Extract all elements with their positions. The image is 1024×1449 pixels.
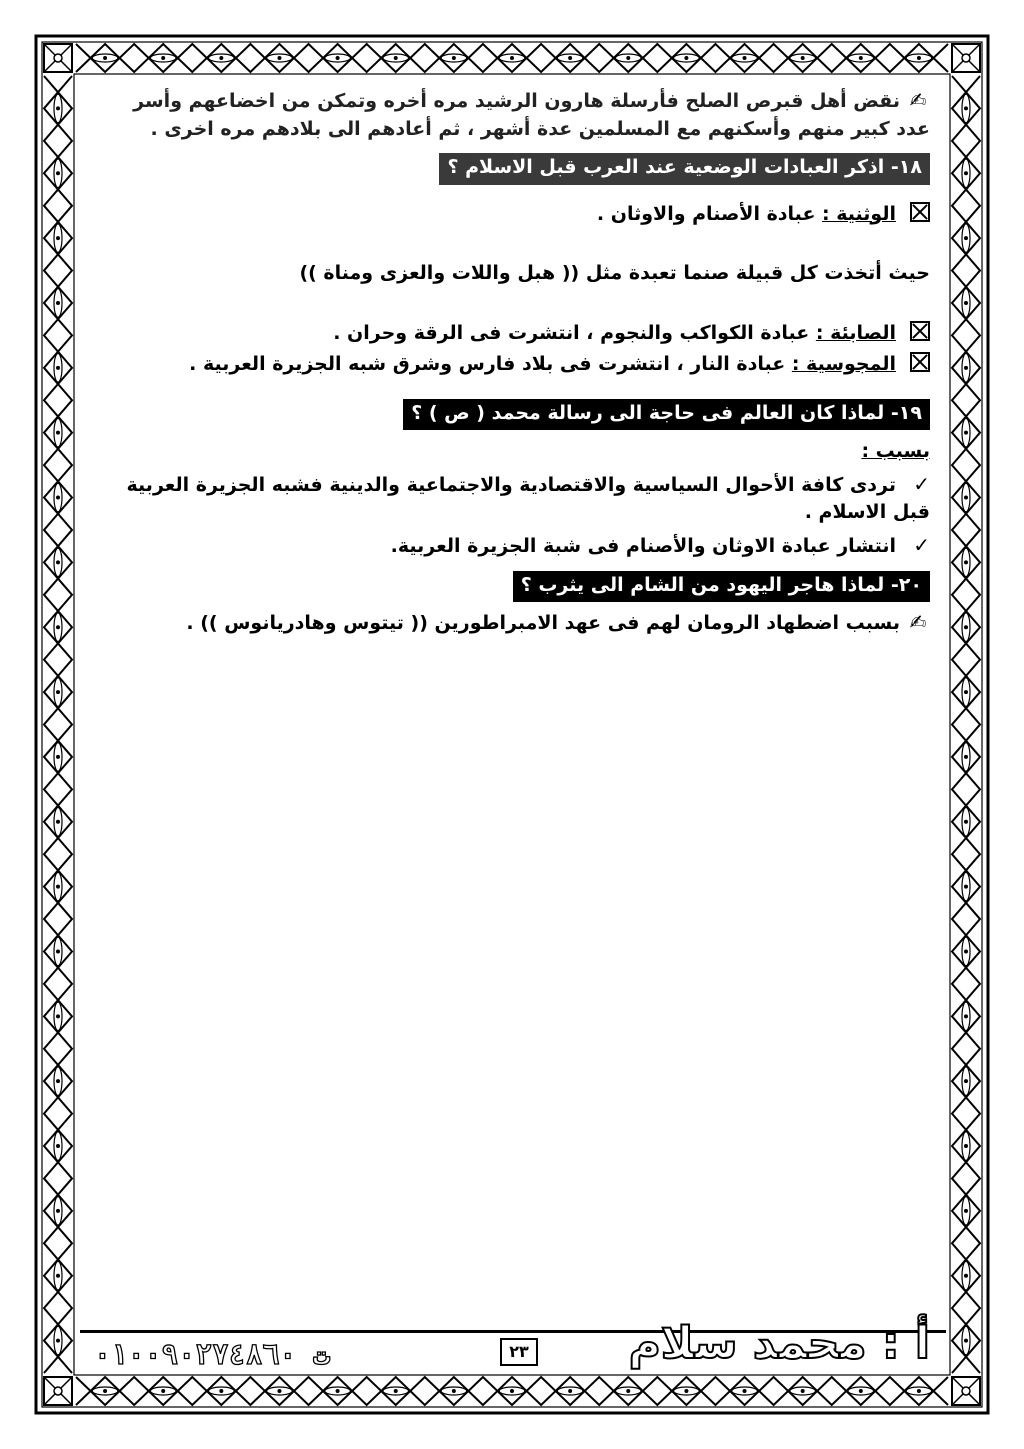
- author-name: أ : محمد سلام: [628, 1318, 930, 1369]
- list-item: الصابئة : عبادة الكواكب والنجوم ، انتشرت فى الرقة وحران .: [100, 320, 930, 348]
- item-term: الصابئة :: [815, 321, 896, 344]
- checkbox-x-icon: [910, 202, 930, 222]
- pencil-icon: ✍: [909, 88, 927, 112]
- page-content: [100, 86, 930, 642]
- list-item: الوثنية : عبادة الأصنام والاوثان .: [100, 201, 930, 229]
- phone-number: ت ٠١٠٠٩٠٢٧٤٨٦٠: [94, 1338, 331, 1371]
- list-item: ✓تردى كافة الأحوال السياسية والاقتصادية والاجتماعية والدينية فشبه الجزيرة العربية قبل الاسلام .: [126, 471, 930, 524]
- question-19-title: ١٩- لماذا كان العالم فى حاجة الى رسالة محمد ( ص ) ؟: [403, 399, 930, 431]
- q18-note: حيث أتخذت كل قبيلة صنما تعبدة مثل (( هبل واللات والعزى ومناة )): [299, 262, 930, 285]
- checkbox-x-icon: [910, 352, 930, 372]
- list-item: المجوسية : عبادة النار ، انتشرت فى بلاد فارس وشرق شبه الجزيرة العربية .: [100, 351, 930, 379]
- intro-paragraph: ✍نقض أهل قبرص الصلح فأرسلة هارون الرشيد مره أخره وتمكن من اخضاعهم وأسر عدد كبير منهم وأسكنهم مع المسلمين عدة أشهر ، ثم أعادهم الى بلادهم مره اخرى .: [133, 88, 930, 140]
- check-icon: ✓: [913, 471, 930, 496]
- q20-answer: ✍بسبب اضطهاد الرومان لهم فى عهد الامبراطورين (( تيتوس وهادريانوس )) .: [100, 608, 930, 638]
- item-term: المجوسية :: [791, 353, 896, 376]
- pencil-icon: ✍: [909, 610, 927, 635]
- checkbox-x-icon: [910, 321, 930, 341]
- check-icon: ✓: [913, 533, 930, 558]
- page-number: ٢٣: [500, 1338, 538, 1366]
- reason-heading: بسبب :: [861, 440, 930, 463]
- question-18-title: ١٨- اذكر العبادات الوضعية عند العرب قبل الاسلام ؟: [439, 153, 930, 185]
- question-20-title: ٢٠- لماذا هاجر اليهود من الشام الى يثرب ؟: [513, 571, 930, 603]
- list-item: ✓انتشار عبادة الاوثان والأصنام فى شبة الجزيرة العربية.: [100, 531, 930, 561]
- item-term: الوثنية :: [822, 202, 896, 225]
